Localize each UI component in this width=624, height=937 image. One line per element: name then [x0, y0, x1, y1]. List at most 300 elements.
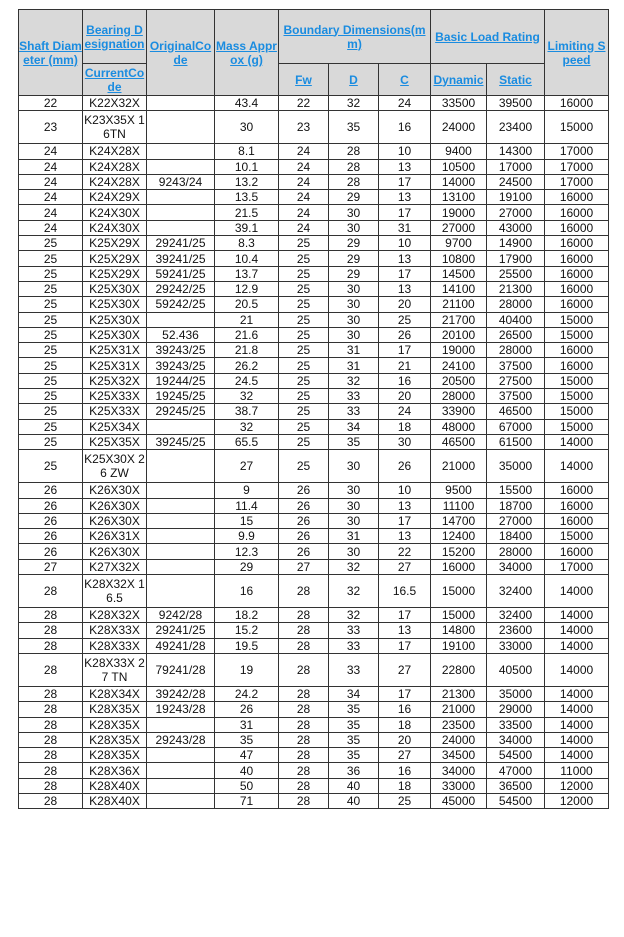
cell-mass: 13.7: [215, 266, 279, 281]
cell-original-code: 19244/25: [147, 373, 215, 388]
cell-shaft-diameter: 25: [19, 312, 83, 327]
cell-original-code: 29241/25: [147, 236, 215, 251]
cell-fw: 25: [279, 297, 329, 312]
cell-mass: 21.6: [215, 327, 279, 342]
cell-original-code: [147, 419, 215, 434]
cell-static-load: 27000: [487, 513, 545, 528]
cell-current-code: K25X30X: [83, 281, 147, 296]
cell-shaft-diameter: 25: [19, 404, 83, 419]
cell-dynamic-load: 24000: [431, 732, 487, 747]
cell-shaft-diameter: 24: [19, 205, 83, 220]
cell-mass: 13.5: [215, 190, 279, 205]
cell-original-code: 29243/28: [147, 732, 215, 747]
cell-original-code: [147, 544, 215, 559]
cell-current-code: K26X31X: [83, 529, 147, 544]
cell-d: 30: [329, 205, 379, 220]
cell-shaft-diameter: 25: [19, 419, 83, 434]
cell-shaft-diameter: 28: [19, 778, 83, 793]
cell-c: 10: [379, 483, 431, 498]
table-row: [19, 513, 609, 528]
cell-original-code: [147, 312, 215, 327]
table-row: [19, 297, 609, 312]
cell-fw: 28: [279, 623, 329, 638]
cell-limiting-speed: 15000: [545, 373, 609, 388]
cell-c: 27: [379, 653, 431, 686]
cell-dynamic-load: 16000: [431, 559, 487, 574]
cell-d: 33: [329, 653, 379, 686]
cell-static-load: 61500: [487, 434, 545, 449]
table-row: [19, 343, 609, 358]
cell-c: 24: [379, 96, 431, 111]
cell-mass: 10.4: [215, 251, 279, 266]
cell-c: 16: [379, 702, 431, 717]
cell-mass: 38.7: [215, 404, 279, 419]
cell-d: 29: [329, 236, 379, 251]
cell-c: 25: [379, 793, 431, 808]
cell-static-load: 28000: [487, 297, 545, 312]
cell-current-code: K25X29X: [83, 251, 147, 266]
cell-limiting-speed: 16000: [545, 358, 609, 373]
cell-current-code: K24X28X: [83, 174, 147, 189]
cell-static-load: 54500: [487, 748, 545, 763]
cell-shaft-diameter: 23: [19, 111, 83, 144]
cell-c: 13: [379, 281, 431, 296]
cell-current-code: K25X31X: [83, 343, 147, 358]
table-row: [19, 159, 609, 174]
cell-limiting-speed: 16000: [545, 96, 609, 111]
cell-d: 30: [329, 450, 379, 483]
cell-limiting-speed: 17000: [545, 174, 609, 189]
cell-dynamic-load: 15000: [431, 608, 487, 623]
cell-mass: 15: [215, 513, 279, 528]
cell-c: 18: [379, 419, 431, 434]
cell-static-load: 39500: [487, 96, 545, 111]
cell-c: 27: [379, 748, 431, 763]
cell-mass: 24.2: [215, 686, 279, 701]
cell-c: 24: [379, 404, 431, 419]
cell-static-load: 15500: [487, 483, 545, 498]
cell-d: 32: [329, 96, 379, 111]
cell-current-code: K28X34X: [83, 686, 147, 701]
cell-shaft-diameter: 25: [19, 281, 83, 296]
cell-static-load: 35000: [487, 686, 545, 701]
table-row: [19, 686, 609, 701]
cell-limiting-speed: 14000: [545, 434, 609, 449]
cell-static-load: 23400: [487, 111, 545, 144]
cell-mass: 47: [215, 748, 279, 763]
cell-d: 31: [329, 343, 379, 358]
cell-static-load: 54500: [487, 793, 545, 808]
cell-limiting-speed: 16000: [545, 220, 609, 235]
table-row: [19, 450, 609, 483]
cell-limiting-speed: 14000: [545, 702, 609, 717]
cell-fw: 24: [279, 174, 329, 189]
cell-fw: 25: [279, 389, 329, 404]
cell-original-code: [147, 559, 215, 574]
cell-dynamic-load: 9400: [431, 144, 487, 159]
cell-current-code: K28X40X: [83, 778, 147, 793]
cell-static-load: 29000: [487, 702, 545, 717]
cell-dynamic-load: 15200: [431, 544, 487, 559]
cell-mass: 15.2: [215, 623, 279, 638]
cell-d: 33: [329, 404, 379, 419]
cell-d: 33: [329, 389, 379, 404]
table-row: [19, 748, 609, 763]
cell-d: 36: [329, 763, 379, 778]
cell-dynamic-load: 24100: [431, 358, 487, 373]
cell-shaft-diameter: 25: [19, 251, 83, 266]
cell-fw: 25: [279, 266, 329, 281]
cell-shaft-diameter: 26: [19, 498, 83, 513]
cell-shaft-diameter: 28: [19, 748, 83, 763]
cell-c: 17: [379, 343, 431, 358]
cell-d: 35: [329, 702, 379, 717]
cell-fw: 28: [279, 717, 329, 732]
cell-c: 26: [379, 327, 431, 342]
cell-fw: 28: [279, 763, 329, 778]
cell-current-code: K24X29X: [83, 190, 147, 205]
cell-c: 17: [379, 205, 431, 220]
cell-d: 32: [329, 608, 379, 623]
cell-c: 17: [379, 513, 431, 528]
cell-d: 34: [329, 419, 379, 434]
cell-c: 13: [379, 498, 431, 513]
cell-fw: 25: [279, 419, 329, 434]
cell-dynamic-load: 28000: [431, 389, 487, 404]
cell-dynamic-load: 19100: [431, 638, 487, 653]
table-row: [19, 190, 609, 205]
cell-current-code: K24X30X: [83, 220, 147, 235]
cell-static-load: 40500: [487, 653, 545, 686]
cell-limiting-speed: 16000: [545, 190, 609, 205]
cell-current-code: K24X30X: [83, 205, 147, 220]
header-boundary-dimensions[interactable]: Boundary Dimensions(mm): [279, 10, 431, 64]
cell-fw: 28: [279, 638, 329, 653]
cell-original-code: 19243/28: [147, 702, 215, 717]
cell-current-code: K25X31X: [83, 358, 147, 373]
cell-dynamic-load: 19000: [431, 205, 487, 220]
cell-limiting-speed: 15000: [545, 529, 609, 544]
cell-fw: 22: [279, 96, 329, 111]
header-limiting-speed[interactable]: Limiting Speed: [545, 10, 609, 96]
cell-dynamic-load: 13100: [431, 190, 487, 205]
cell-original-code: [147, 96, 215, 111]
cell-dynamic-load: 10500: [431, 159, 487, 174]
cell-fw: 25: [279, 373, 329, 388]
table-row: [19, 529, 609, 544]
cell-d: 40: [329, 793, 379, 808]
cell-fw: 25: [279, 281, 329, 296]
cell-shaft-diameter: 24: [19, 144, 83, 159]
cell-shaft-diameter: 24: [19, 159, 83, 174]
cell-original-code: [147, 450, 215, 483]
cell-mass: 39.1: [215, 220, 279, 235]
cell-shaft-diameter: 28: [19, 623, 83, 638]
cell-limiting-speed: 16000: [545, 251, 609, 266]
cell-d: 35: [329, 717, 379, 732]
table-row: [19, 144, 609, 159]
cell-original-code: 19245/25: [147, 389, 215, 404]
cell-current-code: K26X30X: [83, 513, 147, 528]
cell-original-code: 59241/25: [147, 266, 215, 281]
table-row: [19, 638, 609, 653]
cell-shaft-diameter: 24: [19, 174, 83, 189]
cell-shaft-diameter: 28: [19, 575, 83, 608]
cell-dynamic-load: 14100: [431, 281, 487, 296]
cell-dynamic-load: 21000: [431, 702, 487, 717]
cell-fw: 26: [279, 498, 329, 513]
cell-static-load: 28000: [487, 544, 545, 559]
cell-current-code: K28X33X 27 TN: [83, 653, 147, 686]
cell-fw: 28: [279, 793, 329, 808]
cell-shaft-diameter: 25: [19, 266, 83, 281]
cell-dynamic-load: 45000: [431, 793, 487, 808]
cell-fw: 26: [279, 513, 329, 528]
cell-original-code: [147, 763, 215, 778]
cell-dynamic-load: 14000: [431, 174, 487, 189]
cell-shaft-diameter: 28: [19, 686, 83, 701]
cell-d: 30: [329, 544, 379, 559]
cell-shaft-diameter: 28: [19, 732, 83, 747]
cell-mass: 43.4: [215, 96, 279, 111]
cell-static-load: 17900: [487, 251, 545, 266]
cell-mass: 10.1: [215, 159, 279, 174]
cell-static-load: 46500: [487, 404, 545, 419]
cell-c: 17: [379, 638, 431, 653]
table-row: [19, 544, 609, 559]
header-dynamic[interactable]: Dynamic: [431, 64, 487, 96]
cell-static-load: 25500: [487, 266, 545, 281]
cell-original-code: [147, 483, 215, 498]
cell-fw: 25: [279, 327, 329, 342]
cell-limiting-speed: 15000: [545, 404, 609, 419]
cell-fw: 25: [279, 450, 329, 483]
cell-shaft-diameter: 26: [19, 544, 83, 559]
header-original-code[interactable]: OriginalCode: [147, 10, 215, 96]
cell-dynamic-load: 23500: [431, 717, 487, 732]
cell-d: 35: [329, 434, 379, 449]
cell-d: 30: [329, 327, 379, 342]
cell-dynamic-load: 33000: [431, 778, 487, 793]
table-header: [19, 10, 609, 96]
cell-current-code: K25X30X: [83, 312, 147, 327]
cell-dynamic-load: 46500: [431, 434, 487, 449]
cell-shaft-diameter: 28: [19, 638, 83, 653]
cell-c: 27: [379, 559, 431, 574]
cell-dynamic-load: 48000: [431, 419, 487, 434]
cell-limiting-speed: 17000: [545, 144, 609, 159]
table-row: [19, 778, 609, 793]
cell-current-code: K25X29X: [83, 236, 147, 251]
cell-fw: 28: [279, 702, 329, 717]
cell-original-code: [147, 205, 215, 220]
cell-c: 22: [379, 544, 431, 559]
cell-dynamic-load: 24000: [431, 111, 487, 144]
cell-d: 40: [329, 778, 379, 793]
header-shaft-diameter[interactable]: Shaft Diameter (mm): [19, 10, 83, 96]
cell-limiting-speed: 16000: [545, 205, 609, 220]
table-row: [19, 358, 609, 373]
cell-original-code: 39243/25: [147, 343, 215, 358]
cell-dynamic-load: 15000: [431, 575, 487, 608]
cell-static-load: 40400: [487, 312, 545, 327]
cell-limiting-speed: 14000: [545, 575, 609, 608]
cell-static-load: 23600: [487, 623, 545, 638]
cell-dynamic-load: 27000: [431, 220, 487, 235]
cell-fw: 25: [279, 312, 329, 327]
cell-mass: 31: [215, 717, 279, 732]
cell-fw: 25: [279, 236, 329, 251]
cell-d: 30: [329, 513, 379, 528]
cell-current-code: K26X30X: [83, 483, 147, 498]
header-bearing-designation[interactable]: Bearing Designation: [83, 10, 147, 64]
table-row: [19, 498, 609, 513]
cell-c: 18: [379, 717, 431, 732]
cell-dynamic-load: 9500: [431, 483, 487, 498]
table-row: [19, 111, 609, 144]
cell-limiting-speed: 16000: [545, 266, 609, 281]
cell-mass: 21: [215, 312, 279, 327]
cell-mass: 20.5: [215, 297, 279, 312]
cell-static-load: 17000: [487, 159, 545, 174]
cell-current-code: K26X30X: [83, 544, 147, 559]
cell-limiting-speed: 16000: [545, 544, 609, 559]
cell-shaft-diameter: 28: [19, 608, 83, 623]
cell-current-code: K28X40X: [83, 793, 147, 808]
cell-shaft-diameter: 24: [19, 190, 83, 205]
cell-d: 35: [329, 732, 379, 747]
cell-current-code: K25X29X: [83, 266, 147, 281]
table-row: [19, 732, 609, 747]
cell-fw: 26: [279, 529, 329, 544]
cell-original-code: [147, 717, 215, 732]
cell-current-code: K25X35X: [83, 434, 147, 449]
cell-fw: 25: [279, 358, 329, 373]
cell-static-load: 67000: [487, 419, 545, 434]
cell-fw: 28: [279, 778, 329, 793]
cell-original-code: 29241/25: [147, 623, 215, 638]
cell-d: 30: [329, 220, 379, 235]
cell-mass: 9.9: [215, 529, 279, 544]
cell-original-code: [147, 778, 215, 793]
cell-d: 28: [329, 159, 379, 174]
cell-original-code: 9242/28: [147, 608, 215, 623]
cell-mass: 30: [215, 111, 279, 144]
table-row: [19, 327, 609, 342]
cell-limiting-speed: 16000: [545, 513, 609, 528]
header-fw[interactable]: Fw: [279, 64, 329, 96]
cell-static-load: 32400: [487, 575, 545, 608]
cell-limiting-speed: 15000: [545, 419, 609, 434]
cell-d: 30: [329, 312, 379, 327]
cell-current-code: K24X28X: [83, 144, 147, 159]
cell-dynamic-load: 21100: [431, 297, 487, 312]
cell-current-code: K28X35X: [83, 702, 147, 717]
cell-c: 25: [379, 312, 431, 327]
cell-c: 16: [379, 373, 431, 388]
cell-static-load: 27500: [487, 373, 545, 388]
cell-current-code: K25X32X: [83, 373, 147, 388]
cell-mass: 12.3: [215, 544, 279, 559]
cell-original-code: 29242/25: [147, 281, 215, 296]
header-current-code[interactable]: CurrentCode: [83, 64, 147, 96]
cell-c: 13: [379, 159, 431, 174]
cell-original-code: 39241/25: [147, 251, 215, 266]
cell-fw: 23: [279, 111, 329, 144]
cell-shaft-diameter: 25: [19, 327, 83, 342]
table-row: [19, 793, 609, 808]
cell-d: 35: [329, 748, 379, 763]
cell-limiting-speed: 14000: [545, 686, 609, 701]
cell-mass: 21.5: [215, 205, 279, 220]
cell-limiting-speed: 14000: [545, 732, 609, 747]
cell-original-code: [147, 190, 215, 205]
cell-mass: 32: [215, 389, 279, 404]
cell-fw: 24: [279, 190, 329, 205]
cell-shaft-diameter: 28: [19, 717, 83, 732]
header-mass[interactable]: Mass Approx (g): [215, 10, 279, 96]
cell-c: 16: [379, 111, 431, 144]
cell-c: 21: [379, 358, 431, 373]
cell-limiting-speed: 16000: [545, 297, 609, 312]
cell-mass: 32: [215, 419, 279, 434]
cell-static-load: 27000: [487, 205, 545, 220]
cell-c: 20: [379, 297, 431, 312]
cell-current-code: K25X30X: [83, 327, 147, 342]
cell-dynamic-load: 10800: [431, 251, 487, 266]
cell-dynamic-load: 22800: [431, 653, 487, 686]
cell-static-load: 14300: [487, 144, 545, 159]
cell-shaft-diameter: 26: [19, 483, 83, 498]
table-row: [19, 763, 609, 778]
cell-original-code: 49241/28: [147, 638, 215, 653]
cell-fw: 27: [279, 559, 329, 574]
cell-current-code: K25X30X 26 ZW: [83, 450, 147, 483]
cell-shaft-diameter: 25: [19, 450, 83, 483]
cell-c: 17: [379, 608, 431, 623]
cell-limiting-speed: 14000: [545, 748, 609, 763]
header-static[interactable]: Static: [487, 64, 545, 96]
cell-static-load: 35000: [487, 450, 545, 483]
cell-original-code: [147, 575, 215, 608]
cell-d: 28: [329, 144, 379, 159]
cell-shaft-diameter: 28: [19, 763, 83, 778]
cell-c: 13: [379, 251, 431, 266]
header-c[interactable]: C: [379, 64, 431, 96]
cell-mass: 26: [215, 702, 279, 717]
header-basic-load-rating[interactable]: Basic Load Rating: [431, 10, 545, 64]
cell-mass: 35: [215, 732, 279, 747]
cell-static-load: 14900: [487, 236, 545, 251]
cell-mass: 16: [215, 575, 279, 608]
cell-shaft-diameter: 25: [19, 343, 83, 358]
cell-mass: 26.2: [215, 358, 279, 373]
cell-shaft-diameter: 22: [19, 96, 83, 111]
header-d[interactable]: D: [329, 64, 379, 96]
cell-fw: 24: [279, 144, 329, 159]
cell-current-code: K25X30X: [83, 297, 147, 312]
cell-static-load: 34000: [487, 732, 545, 747]
cell-dynamic-load: 14500: [431, 266, 487, 281]
cell-dynamic-load: 33900: [431, 404, 487, 419]
cell-mass: 8.3: [215, 236, 279, 251]
cell-original-code: [147, 748, 215, 763]
cell-limiting-speed: 14000: [545, 638, 609, 653]
cell-d: 33: [329, 638, 379, 653]
cell-fw: 24: [279, 220, 329, 235]
cell-d: 33: [329, 623, 379, 638]
table-row: [19, 653, 609, 686]
